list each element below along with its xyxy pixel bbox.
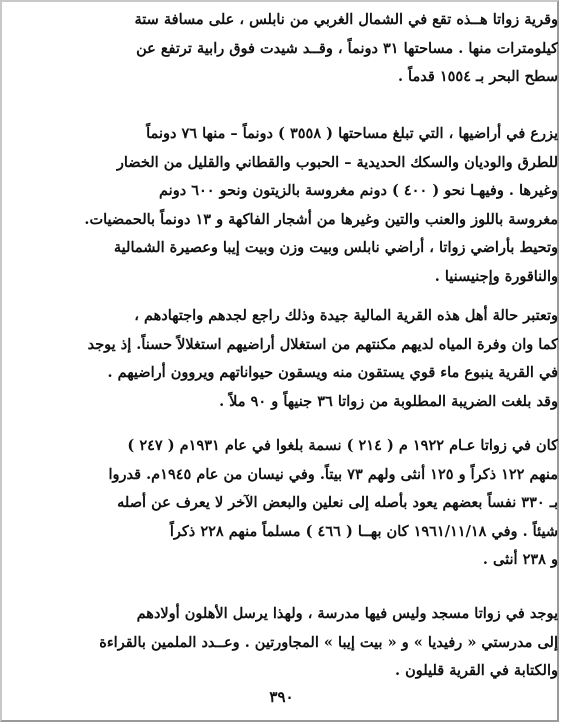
text-line: بـ ٣٣٠ نفساً بعضهم يعود بأصله إلى نعلين والبعض الآخر لا يعرف عن أصله bbox=[117, 494, 558, 511]
text-line: كان في زواتا عـام ١٩٢٢ م ( ٢١٤ ) نسمة بلغوا في عام ١٩٣١م ( ٢٤٧ ) bbox=[127, 437, 558, 454]
text-line: شيئاً . وفي ١٩٦١/١١/١٨ كان بهــا ( ٤٦٦ ) مسلماً منهم ٢٢٨ ذكراً bbox=[169, 522, 558, 540]
text-line: وتحيط بأراضي زواتا ، أراضي نابلس وبيت وزن وبيت إيبا وعصيرة الشمالية bbox=[113, 239, 558, 256]
text-line: للطرق والوديان والسكك الحديدية – الحبوب والقطاني والقليل من الخضار bbox=[116, 153, 558, 171]
text-line: يزرع في أراضيها ، التي تبلغ مساحتها ( ٣٥٥٨ ) دونماً – منها ٧٦ دونماً bbox=[146, 125, 558, 142]
paragraph-location bbox=[60, 6, 558, 92]
text-line: وقد بلغت الضريبة المطلوبة من زواتا ٣٦ جنيهاً و ٩٠ ملاً . bbox=[219, 392, 558, 410]
page-number: ٣٩٠ bbox=[269, 688, 294, 706]
text-line: والناقورة وإجنيسنيا . bbox=[434, 267, 558, 285]
text-line: في القرية ينبوع ماء قوي يستقون منه ويسقون حيواناتهم ويروون أراضيهم . bbox=[107, 364, 558, 381]
text-line: إلى مدرستي « رفيديا » و « بيت إيبا » المجاورتين . وعــدد الملمين بالقراءة bbox=[99, 633, 558, 651]
paragraph-education bbox=[60, 600, 558, 686]
text-line: كيلومترات منها . مساحتها ٣١ دونماً ، وقــد شيدت فوق رابية ترتفع عن bbox=[136, 39, 558, 57]
text-line: وتعتبر حالة أهل هذه القرية المالية جيدة وذلك راجع لجدهم واجتهادهم ، bbox=[134, 307, 558, 324]
text-line: وقرية زواتا هــذه تقع في الشمال الغربي من نابلس ، على مسافة ستة bbox=[134, 11, 558, 28]
text-line: والكتابة في القرية قليلون . bbox=[395, 662, 558, 679]
text-line: و ٢٣٨ أنثى . bbox=[482, 551, 558, 568]
paragraph-agriculture bbox=[60, 120, 558, 291]
text-line: وغيرها . وفيهـا نحو ( ٤٠٠ ) دونم مغروسة بالزيتون ونحو ٦٠٠ دونم bbox=[159, 182, 558, 199]
text-line: مغروسة باللوز والعنب والتين وغيرها من أشجار الفاكهة و ١٣ دونماً بالحمضيات. bbox=[84, 210, 558, 228]
paragraph-economy bbox=[60, 302, 558, 416]
text-line: منهم ١٢٢ ذكراً و ١٢٥ أنثى ولهم ٧٣ بيتاً. وفي نيسان من عام ١٩٤٥م. قدروا bbox=[108, 465, 558, 483]
text-line: يوجد في زواتا مسجد وليس فيها مدرسة ، ولهذا يرسل الأهلون أولادهم bbox=[136, 605, 558, 622]
text-line: كما وان وفرة المياه لديهم مكنتهم من استغلال أراضيهم استغلالاً حسناً. إذ يوجد bbox=[87, 335, 558, 353]
text-line: سطح البحر بـ ١٥٥٤ قدماً . bbox=[397, 68, 558, 85]
paragraph-population bbox=[60, 432, 558, 575]
